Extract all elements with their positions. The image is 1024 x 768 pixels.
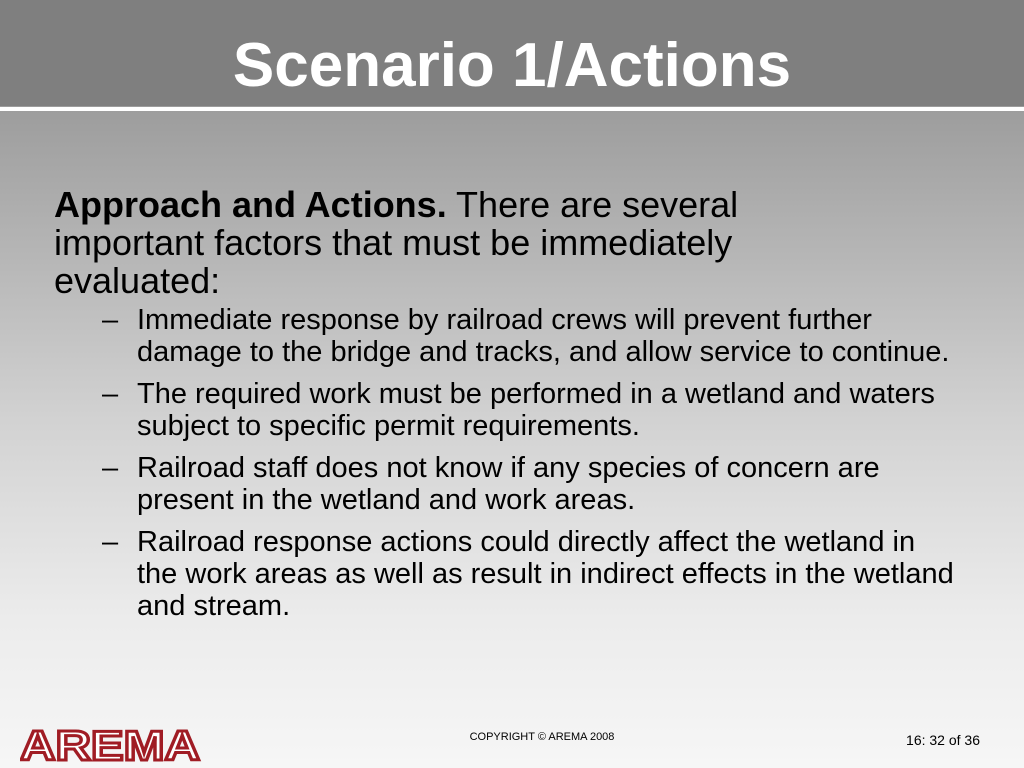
slide-body <box>54 186 954 632</box>
bullet-item <box>102 378 957 442</box>
bullet-text: Immediate response by railroad crews will prevent further damage to the bridge and tracks, and allow service to continue. <box>137 304 950 368</box>
slide-title: Scenario 1/Actions <box>232 31 792 100</box>
bullet-dash: – <box>102 526 119 558</box>
svg-text:AREMA: AREMA <box>20 722 200 766</box>
arema-logo <box>20 722 204 766</box>
bullet-dash: – <box>102 304 119 336</box>
bullet-item <box>102 526 957 622</box>
bullet-dash: – <box>102 378 119 410</box>
lead-paragraph <box>54 186 834 300</box>
bullet-item <box>102 452 957 516</box>
bullet-text: The required work must be performed in a wetland and waters subject to specific permit requirements. <box>137 378 935 442</box>
title-divider <box>0 107 1024 111</box>
bullet-text: Railroad staff does not know if any species of concern are present in the wetland and work areas. <box>137 452 880 516</box>
page-number: 16: 32 of 36 <box>906 732 980 748</box>
arema-logo-mark <box>20 722 200 766</box>
bullet-item <box>102 304 957 368</box>
lead-heading: Approach and Actions. <box>54 184 447 225</box>
copyright-notice: COPYRIGHT © AREMA 2008 <box>469 731 615 743</box>
bullet-list <box>54 304 954 622</box>
lead-text: There are several important factors that must be immediately evaluated: <box>54 184 739 301</box>
bullet-text: Railroad response actions could directly affect the wetland in the work areas as well as result in indirect effects in the wetland and stream. <box>137 526 954 622</box>
bullet-dash: – <box>102 452 119 484</box>
